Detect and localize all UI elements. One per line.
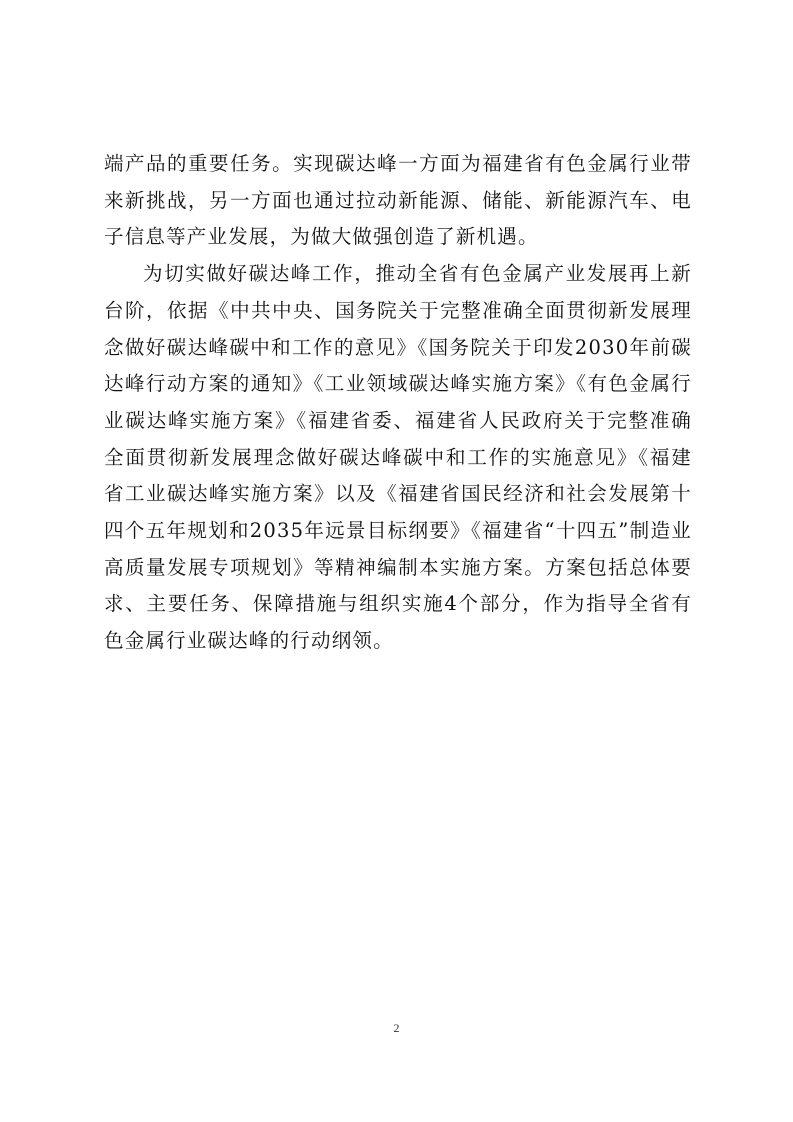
body-text xyxy=(104,146,692,660)
page-number: 2 xyxy=(393,1021,400,1035)
paragraph-basis: 为切实做好碳达峰工作，推动全省有色金属产业发展再上新台阶，依据《中共中央、国务院关于完整准确全面贯彻新发展理念做好碳达峰碳中和工作的意见》《国务院关于印发2030年前碳达峰行动方案的通知》《工业领域碳达峰实施方案》《有色金属行业碳达峰实施方案》《福建省委、福建省人民政府关于完整准确全面贯彻新发展理念做好碳达峰碳中和工作的实施意见》《福建省工业碳达峰实施方案》以及《福建省国民经济和社会发展第十四个五年规划和2035年远景目标纲要》《福建省“十四五”制造业高质量发展专项规划》等精神编制本实施方案。方案包括总体要求、主要任务、保障措施与组织实施4个部分，作为指导全省有色金属行业碳达峰的行动纲领。 xyxy=(104,262,692,653)
paragraph-continuation: 端产品的重要任务。实现碳达峰一方面为福建省有色金属行业带来新挑战，另一方面也通过拉动新能源、储能、新能源汽车、电子信息等产业发展，为做大做强创造了新机遇。 xyxy=(104,152,692,249)
